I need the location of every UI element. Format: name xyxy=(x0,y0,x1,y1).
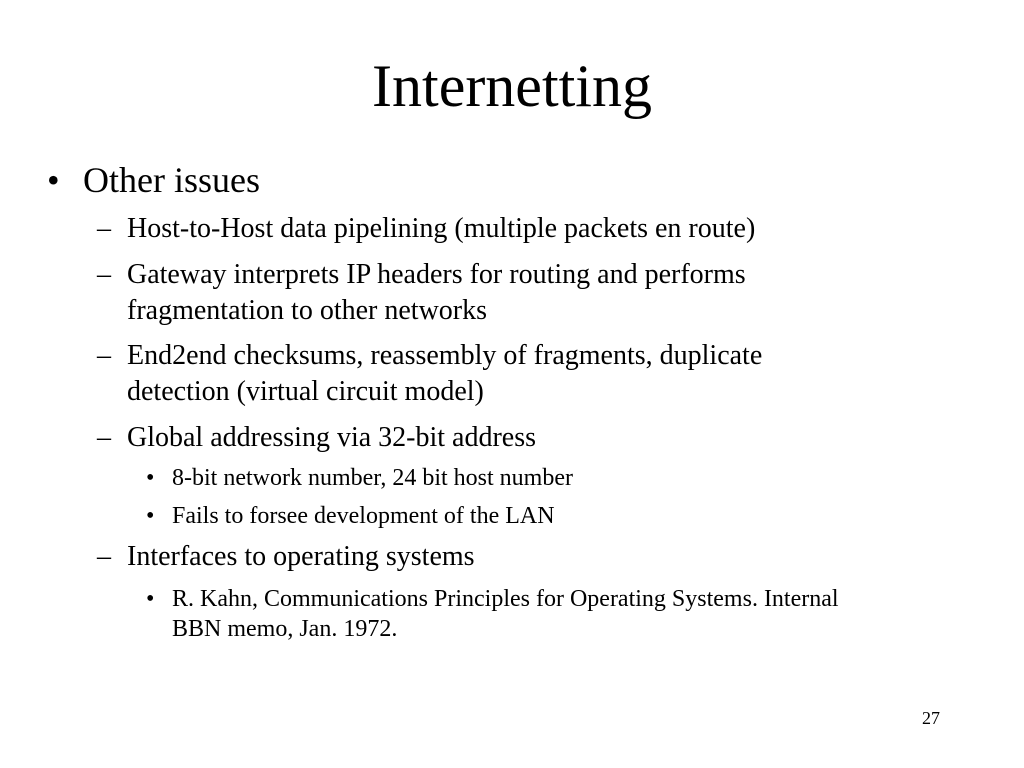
bullet-global-addressing: Global addressing via 32-bit address xyxy=(127,422,537,453)
dash-marker: – xyxy=(97,213,111,244)
sub-bullet-marker: • xyxy=(146,586,155,612)
dash-marker: – xyxy=(97,541,111,572)
bullet-kahn-reference-line2: BBN memo, Jan. 1972. xyxy=(172,616,398,642)
bullet-marker: • xyxy=(47,160,60,200)
slide-title: Internetting xyxy=(372,53,652,119)
bullet-network-number: 8-bit network number, 24 bit host number xyxy=(172,465,573,491)
bullet-lan: Fails to forsee development of the LAN xyxy=(172,503,555,529)
bullet-kahn-reference-line1: R. Kahn, Communications Principles for Operating Systems. Internal xyxy=(172,586,839,612)
page-number: 27 xyxy=(922,708,940,728)
bullet-gateway-line1: Gateway interprets IP headers for routing and performs xyxy=(127,259,746,290)
sub-bullet-marker: • xyxy=(146,503,155,529)
bullet-other-issues: Other issues xyxy=(83,160,260,200)
dash-marker: – xyxy=(97,422,111,453)
sub-bullet-marker: • xyxy=(146,465,155,491)
bullet-end2end-line1: End2end checksums, reassembly of fragments, duplicate xyxy=(127,340,763,371)
dash-marker: – xyxy=(97,340,111,371)
bullet-pipelining: Host-to-Host data pipelining (multiple packets en route) xyxy=(127,213,756,244)
bullet-gateway-line2: fragmentation to other networks xyxy=(127,295,488,326)
bullet-end2end-line2: detection (virtual circuit model) xyxy=(127,376,484,407)
dash-marker: – xyxy=(97,259,111,290)
bullet-interfaces: Interfaces to operating systems xyxy=(127,541,475,572)
